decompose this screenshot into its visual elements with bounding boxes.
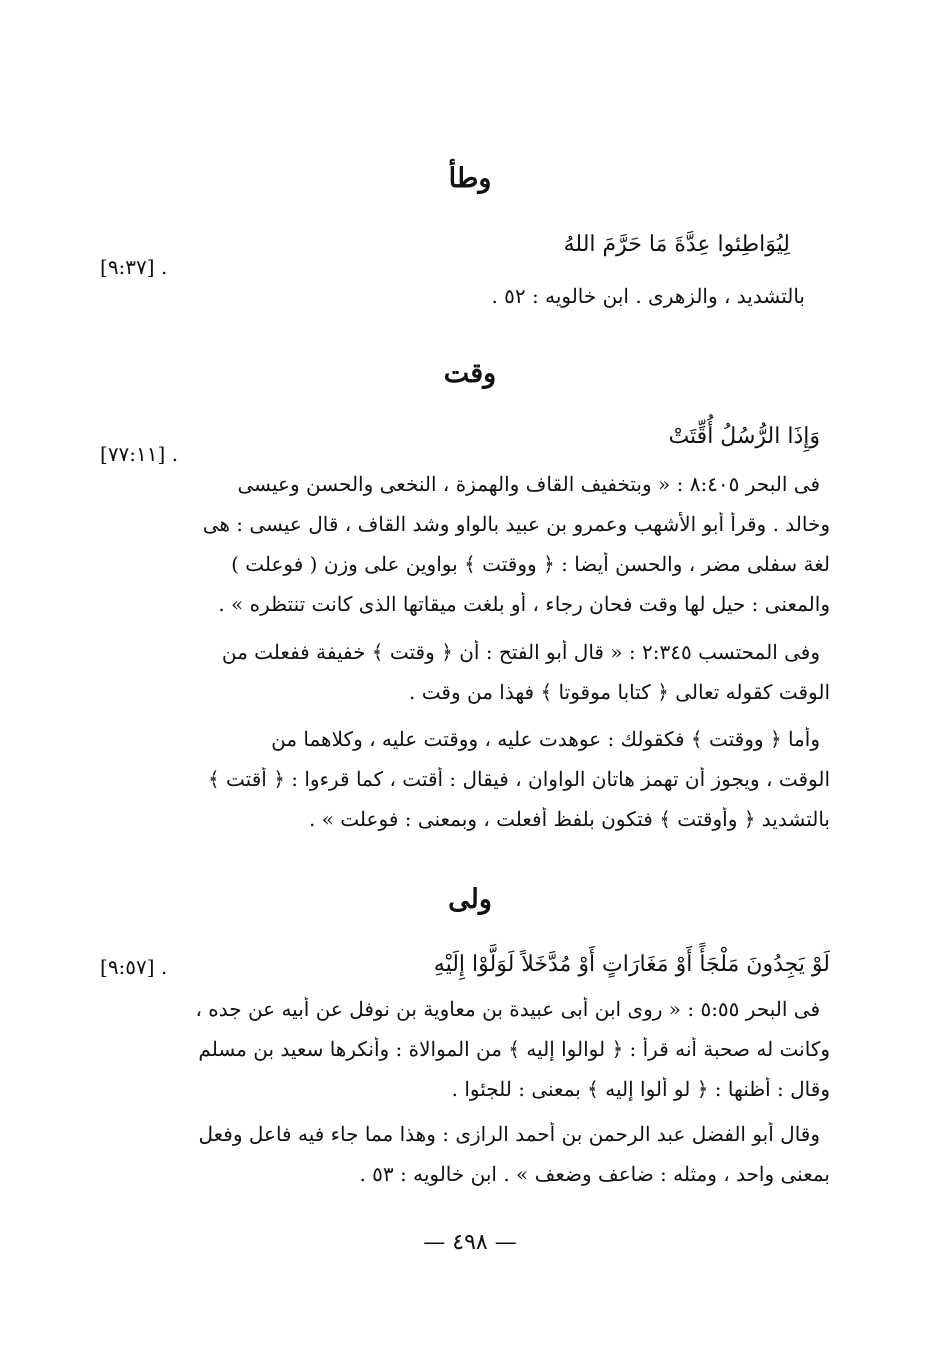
verse-reference: [٩:٥٧] .: [100, 955, 168, 979]
quran-verse: لَوْ يَجِدُونَ مَلْجَأً أَوْ مَغَارَاتٍ أَوْ مُدَّخَلاً لَوَلَّوْا إِلَيْهِ: [433, 952, 830, 977]
quran-verse: لِيُوَاطِئوا عِدَّةَ مَا حَرَّمَ اللهُ: [563, 232, 790, 257]
body-line: بمعنى واحد ، ومثله : ضاعف وضعف » . ابن خالويه : ٥٣ .: [359, 1162, 830, 1186]
body-line: والمعنى : حيل لها وقت فحان رجاء ، أو بلغت ميقاتها الذى كانت تنتظره » .: [218, 592, 830, 616]
verse-reference: [٧٧:١١] .: [100, 442, 179, 466]
body-line: وقال : أظنها : ﴿ لو ألوا إليه ﴾ بمعنى : للجئوا .: [451, 1077, 830, 1101]
page-number: — ٤٩٨ —: [423, 1230, 517, 1255]
section-heading-waqt: وقت: [443, 358, 497, 389]
body-line: بالتشديد ﴿ وأوقتت ﴾ فتكون بلفظ أفعلت ، وبمعنى : فوعلت » .: [308, 807, 830, 831]
body-line: الوقت كقوله تعالى ﴿ كتابا موقوتا ﴾ فهذا من وقت .: [409, 680, 830, 704]
body-line: وفى المحتسب ٢:٣٤٥ : « قال أبو الفتح : أن ﴿ وقتت ﴾ خفيفة ففعلت من: [221, 640, 820, 664]
body-line: وخالد . وقرأ أبو الأشهب وعمرو بن عبيد بالواو وشد القاف ، قال عيسى : هى: [202, 512, 830, 536]
body-line: لغة سفلى مضر ، والحسن أيضا : ﴿ ووقتت ﴾ بواوين على وزن ( فوعلت ): [231, 552, 830, 576]
body-line: بالتشديد ، والزهرى . ابن خالويه : ٥٢ .: [491, 284, 805, 308]
body-line: فى البحر ٨:٤٠٥ : « وبتخفيف القاف والهمزة ، النخعى والحسن وعيسى: [237, 472, 820, 496]
section-heading-wata: وطأ: [448, 163, 492, 194]
section-heading-wali: ولى: [448, 884, 492, 915]
quran-verse: وَإِذَا الرُّسُلُ أُقِّتَتْ: [668, 424, 820, 449]
body-line: الوقت ، ويجوز أن تهمز هاتان الواوان ، فيقال : أقتت ، كما قرءوا : ﴿ أقتت ﴾: [207, 767, 830, 791]
body-line: فى البحر ٥:٥٥ : « روى ابن أبى عبيدة بن معاوية بن نوفل عن أبيه عن جده ،: [195, 997, 820, 1021]
body-line: وكانت له صحبة أنه قرأ : ﴿ لوالوا إليه ﴾ من الموالاة : وأنكرها سعيد بن مسلم: [198, 1037, 830, 1061]
body-line: وقال أبو الفضل عبد الرحمن بن أحمد الرازى : وهذا مما جاء فيه فاعل وفعل: [198, 1122, 820, 1146]
body-line: وأما ﴿ ووقتت ﴾ فكقولك : عوهدت عليه ، ووقتت عليه ، وكلاهما من: [271, 727, 820, 751]
verse-reference: [٩:٣٧] .: [100, 255, 168, 279]
